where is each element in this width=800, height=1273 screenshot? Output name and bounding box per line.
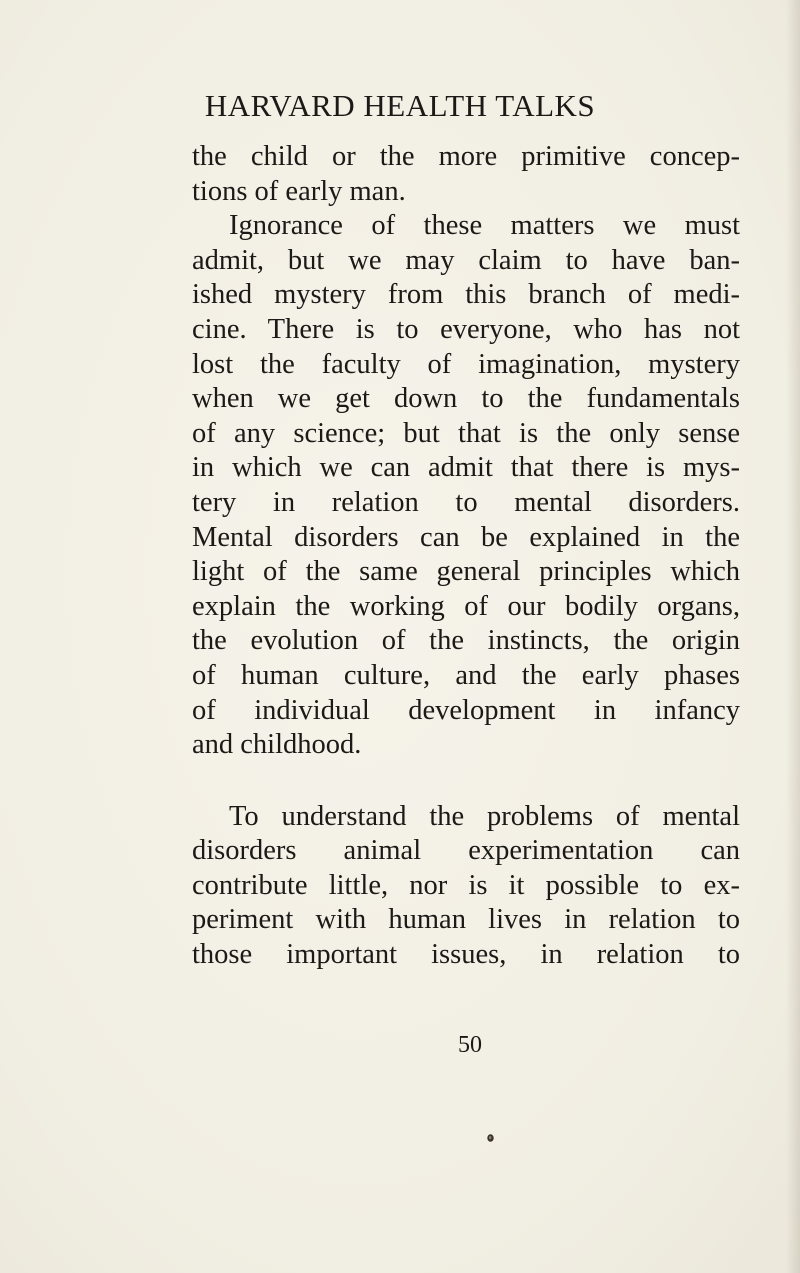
text-line: of human culture, and the early phases (192, 659, 740, 691)
text-line: light of the same general principles which (192, 556, 740, 588)
text-line: Mental disorders can be explained in the (192, 521, 740, 553)
text-line: in which we can admit that there is mys- (192, 452, 740, 484)
running-head: HARVARD HEALTH TALKS (204, 88, 596, 123)
text-line: tions of early man. (192, 175, 406, 207)
text-line: when we get down to the fundamentals (192, 383, 740, 415)
section-break (192, 763, 740, 800)
text-line: the child or the more primitive concep- (192, 141, 740, 172)
text-line: and childhood. (192, 729, 362, 761)
body-text (192, 140, 740, 973)
text-line: of individual development in infancy (192, 694, 740, 726)
text-line: ished mystery from this branch of medi- (192, 279, 740, 311)
text-line: periment with human lives in relation to (192, 904, 740, 936)
text-line: the evolution of the instincts, the origin (192, 625, 740, 657)
text-line: tery in relation to mental disorders. (192, 486, 740, 518)
text-line: cine. There is to everyone, who has not (192, 313, 740, 345)
text-line: admit, but we may claim to have ban- (192, 244, 740, 276)
text-line: lost the faculty of imagination, mystery (192, 348, 740, 380)
text-line: To understand the problems of mental (229, 800, 740, 832)
page-number: 50 (458, 1032, 482, 1058)
text-line: contribute little, nor is it possible to ex- (192, 869, 740, 901)
ink-speck (486, 1133, 495, 1143)
page-edge-shadow (786, 0, 800, 1273)
text-line: explain the working of our bodily organs, (192, 590, 740, 622)
text-line: those important issues, in relation to (192, 939, 740, 971)
text-line: of any science; but that is the only sense (192, 417, 740, 449)
text-line: Ignorance of these matters we must (229, 210, 740, 242)
text-line: disorders animal experimentation can (192, 835, 740, 867)
